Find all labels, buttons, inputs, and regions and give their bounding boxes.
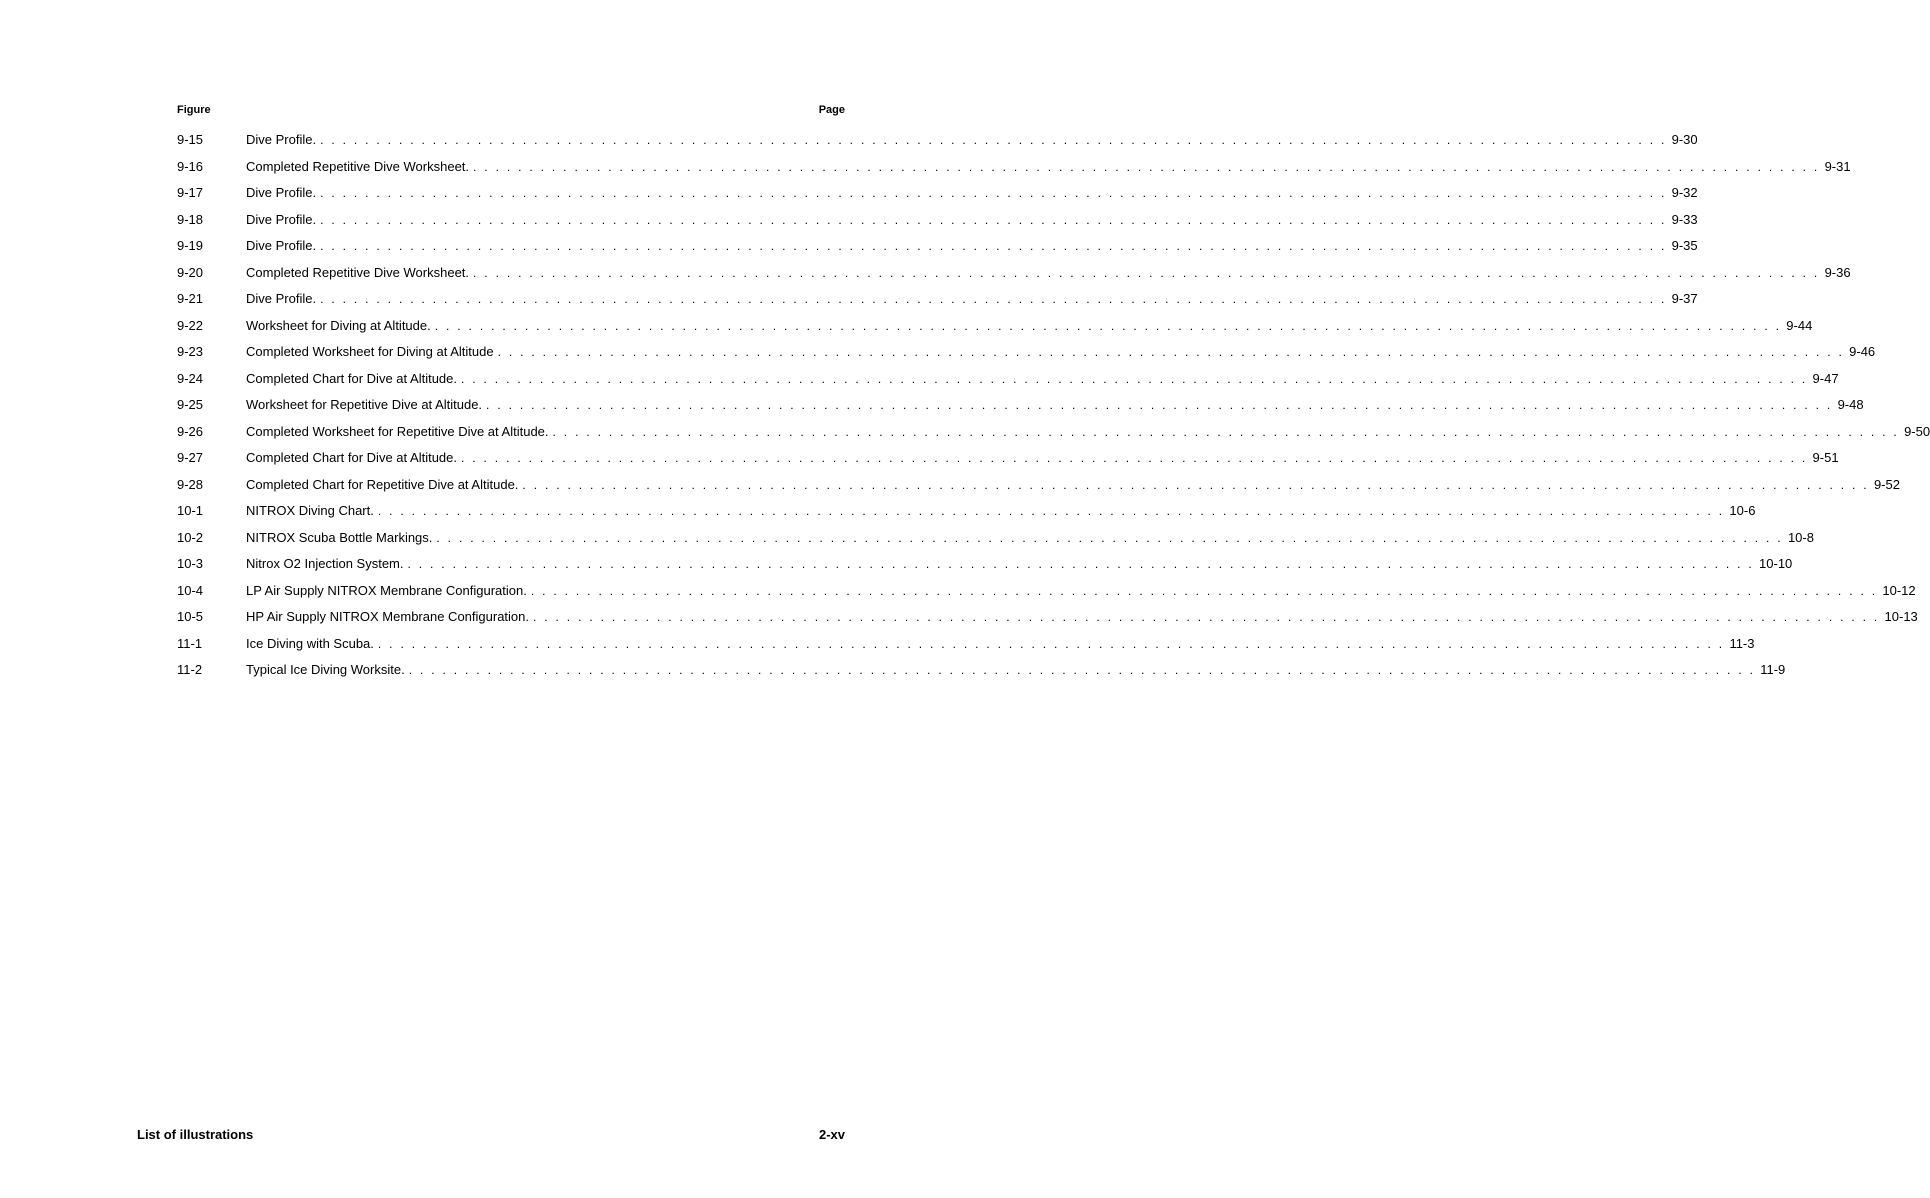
list-item[interactable]	[177, 578, 1916, 605]
list-item[interactable]	[177, 127, 1698, 154]
figure-title: Dive Profile.	[246, 132, 317, 147]
dot-leader: . . . . . . . . . . . . . . . . . . . . . . . . . . . . . . . . . . . . . . . . . . . . . . . . . . . . . . . . . . . . . . . . . . . . . . . . . . . . . . . . . . . . . . . . . . . . . . . . . . . . . . . . . . . . . . . . . . . . . . . .	[473, 159, 1820, 174]
page-reference: 9-50	[1904, 423, 1930, 439]
page-reference: 9-46	[1849, 344, 1876, 359]
dot-leader: . . . . . . . . . . . . . . . . . . . . . . . . . . . . . . . . . . . . . . . . . . . . . . . . . . . . . . . . . . . . . . . . . . . . . . . . . . . . . . . . . . . . . . . . . . . . . . . . . . . . . . . . . . . . . . . . . . . . . . . .	[320, 133, 1667, 147]
figure-title: Completed Chart for Repetitive Dive at Altitude.	[246, 476, 519, 492]
page-reference: 9-31	[1824, 158, 1851, 174]
figure-number: 9-17	[177, 185, 204, 200]
dot-leader: . . . . . . . . . . . . . . . . . . . . . . . . . . . . . . . . . . . . . . . . . . . . . . . . . . . . . . . . . . . . . . . . . . . . . . . . . . . . . . . . . . . . . . . . . . . . . . . . . . . . . . . . . . . . . . . . . . . . . . . .	[320, 212, 1667, 227]
figure-title: Dive Profile.	[246, 291, 317, 306]
figure-number: 10-4	[177, 582, 204, 598]
dot-leader: . . . . . . . . . . . . . . . . . . . . . . . . . . . . . . . . . . . . . . . . . . . . . . . . . . . . . . . . . . . . . . . . . . . . . . . . . . . . . . . . . . . . . . . . . . . . . . . . . . . . . . . . . . . . . . . . . . . . . . . .	[320, 239, 1667, 253]
page-reference: 9-52	[1873, 476, 1900, 492]
page-column-header: Page	[818, 104, 845, 116]
figure-title: Dive Profile.	[246, 238, 317, 253]
dot-leader: . . . . . . . . . . . . . . . . . . . . . . . . . . . . . . . . . . . . . . . . . . . . . . . . . . . . . . . . . . . . . . . . . . . . . . . . . . . . . . . . . . . . . . . . . . . . . . . . . . . . . . . . . . . . . . . . . . . . . . . .	[436, 530, 1783, 545]
figure-title: Completed Repetitive Dive Worksheet.	[246, 264, 470, 280]
list-item[interactable]	[177, 313, 1813, 340]
figure-title: Dive Profile.	[246, 211, 317, 227]
page-reference: 10-12	[1882, 582, 1916, 598]
figure-number: 9-21	[177, 291, 204, 306]
figure-title: LP Air Supply NITROX Membrane Configuration.	[246, 582, 527, 598]
figure-number: 9-25	[177, 397, 204, 412]
page-reference: 9-36	[1824, 264, 1851, 280]
figure-number: 9-18	[177, 211, 204, 227]
list-item[interactable]	[177, 286, 1698, 313]
footer-page-number: 2-xv	[818, 1127, 845, 1142]
figure-number: 9-20	[177, 264, 204, 280]
list-item[interactable]	[177, 233, 1698, 260]
dot-leader: . . . . . . . . . . . . . . . . . . . . . . . . . . . . . . . . . . . . . . . . . . . . . . . . . . . . . . . . . . . . . . . . . . . . . . . . . . . . . . . . . . . . . . . . . . . . . . . . . . . . . . . . . . . . . . . . . . . . . . . .	[497, 345, 1845, 359]
illustrations-list	[177, 127, 1930, 684]
figure-number: 9-19	[177, 238, 204, 253]
dot-leader: . . . . . . . . . . . . . . . . . . . . . . . . . . . . . . . . . . . . . . . . . . . . . . . . . . . . . . . . . . . . . . . . . . . . . . . . . . . . . . . . . . . . . . . . . . . . . . . . . . . . . . . . . . . . . . . . . . . . . . . .	[533, 610, 1880, 624]
dot-leader: . . . . . . . . . . . . . . . . . . . . . . . . . . . . . . . . . . . . . . . . . . . . . . . . . . . . . . . . . . . . . . . . . . . . . . . . . . . . . . . . . . . . . . . . . . . . . . . . . . . . . . . . . . . . . . . . . . . . . . . .	[473, 265, 1820, 280]
figure-number: 9-24	[177, 370, 204, 386]
dot-leader: . . . . . . . . . . . . . . . . . . . . . . . . . . . . . . . . . . . . . . . . . . . . . . . . . . . . . . . . . . . . . . . . . . . . . . . . . . . . . . . . . . . . . . . . . . . . . . . . . . . . . . . . . . . . . . . . . . . . . . . .	[461, 451, 1808, 465]
figure-number: 10-3	[177, 556, 204, 571]
figure-title: Nitrox O2 Injection System.	[246, 556, 404, 571]
page-reference: 9-44	[1786, 317, 1813, 333]
list-item[interactable]	[177, 472, 1900, 499]
figure-number: 9-16	[177, 158, 204, 174]
list-item[interactable]	[177, 207, 1698, 234]
dot-leader: . . . . . . . . . . . . . . . . . . . . . . . . . . . . . . . . . . . . . . . . . . . . . . . . . . . . . . . . . . . . . . . . . . . . . . . . . . . . . . . . . . . . . . . . . . . . . . . . . . . . . . . . . . . . . . . . . . . . . . . .	[522, 477, 1869, 492]
figure-number: 11-1	[177, 635, 203, 651]
figure-title: Completed Worksheet for Diving at Altitude	[246, 344, 494, 359]
figure-number: 9-23	[177, 344, 204, 359]
figure-title: Worksheet for Diving at Altitude.	[246, 317, 431, 333]
page-reference: 9-35	[1671, 238, 1698, 253]
figure-number: 9-26	[177, 423, 204, 439]
figure-number: 11-2	[177, 662, 203, 677]
dot-leader: . . . . . . . . . . . . . . . . . . . . . . . . . . . . . . . . . . . . . . . . . . . . . . . . . . . . . . . . . . . . . . . . . . . . . . . . . . . . . . . . . . . . . . . . . . . . . . . . . . . . . . . . . . . . . . . . . . . . . . . .	[377, 504, 1725, 518]
dot-leader: . . . . . . . . . . . . . . . . . . . . . . . . . . . . . . . . . . . . . . . . . . . . . . . . . . . . . . . . . . . . . . . . . . . . . . . . . . . . . . . . . . . . . . . . . . . . . . . . . . . . . . . . . . . . . . . . . . . . . . . .	[434, 318, 1782, 333]
figure-title: Worksheet for Repetitive Dive at Altitude.	[246, 397, 483, 412]
list-item[interactable]	[177, 419, 1930, 446]
figure-title: NITROX Diving Chart.	[246, 503, 374, 518]
page-reference: 11-9	[1760, 662, 1786, 677]
dot-leader: . . . . . . . . . . . . . . . . . . . . . . . . . . . . . . . . . . . . . . . . . . . . . . . . . . . . . . . . . . . . . . . . . . . . . . . . . . . . . . . . . . . . . . . . . . . . . . . . . . . . . . . . . . . . . . . . . . . . . . . .	[320, 292, 1667, 306]
list-item[interactable]	[177, 339, 1876, 366]
page-footer	[137, 1127, 845, 1145]
list-item[interactable]	[177, 604, 1918, 631]
dot-leader: . . . . . . . . . . . . . . . . . . . . . . . . . . . . . . . . . . . . . . . . . . . . . . . . . . . . . . . . . . . . . . . . . . . . . . . . . . . . . . . . . . . . . . . . . . . . . . . . . . . . . . . . . . . . . . . . . . . . . . . .	[552, 424, 1900, 439]
page-reference: 9-32	[1671, 185, 1698, 200]
dot-leader: . . . . . . . . . . . . . . . . . . . . . . . . . . . . . . . . . . . . . . . . . . . . . . . . . . . . . . . . . . . . . . . . . . . . . . . . . . . . . . . . . . . . . . . . . . . . . . . . . . . . . . . . . . . . . . . . . . . . . . . .	[408, 663, 1756, 677]
page-reference: 11-3	[1729, 635, 1755, 651]
list-item[interactable]	[177, 657, 1786, 684]
figure-title: Ice Diving with Scuba.	[246, 635, 374, 651]
page-reference: 10-10	[1759, 556, 1793, 571]
list-item[interactable]	[177, 260, 1851, 287]
list-item[interactable]	[177, 525, 1814, 552]
figure-title: Completed Chart for Dive at Altitude.	[246, 450, 457, 465]
list-item[interactable]	[177, 154, 1851, 181]
figure-title: Dive Profile.	[246, 185, 317, 200]
page-reference: 9-48	[1837, 397, 1864, 412]
list-item[interactable]	[177, 180, 1698, 207]
page-reference: 9-51	[1812, 450, 1839, 465]
figure-title: Typical Ice Diving Worksite.	[246, 662, 405, 677]
dot-leader: . . . . . . . . . . . . . . . . . . . . . . . . . . . . . . . . . . . . . . . . . . . . . . . . . . . . . . . . . . . . . . . . . . . . . . . . . . . . . . . . . . . . . . . . . . . . . . . . . . . . . . . . . . . . . . . . . . . . . . . .	[407, 557, 1755, 571]
list-item[interactable]	[177, 498, 1756, 525]
figure-number: 9-22	[177, 317, 204, 333]
page-reference: 9-30	[1671, 132, 1698, 147]
figure-number: 9-15	[177, 132, 204, 147]
dot-leader: . . . . . . . . . . . . . . . . . . . . . . . . . . . . . . . . . . . . . . . . . . . . . . . . . . . . . . . . . . . . . . . . . . . . . . . . . . . . . . . . . . . . . . . . . . . . . . . . . . . . . . . . . . . . . . . . . . . . . . . .	[486, 398, 1833, 412]
figure-number: 10-5	[177, 609, 204, 624]
figure-title: Completed Worksheet for Repetitive Dive at Altitude.	[246, 423, 549, 439]
figure-number: 9-28	[177, 476, 204, 492]
page-reference: 9-33	[1671, 211, 1698, 227]
figure-number: 9-27	[177, 450, 204, 465]
figure-title: NITROX Scuba Bottle Markings.	[246, 529, 433, 545]
list-item[interactable]	[177, 392, 1864, 419]
page-reference: 10-13	[1884, 609, 1918, 624]
footer-section-title: List of illustrations	[137, 1127, 254, 1142]
figure-number: 10-2	[177, 529, 204, 545]
list-item[interactable]	[177, 551, 1793, 578]
page-reference: 9-47	[1812, 370, 1839, 386]
figure-title: Completed Chart for Dive at Altitude.	[246, 370, 457, 386]
dot-leader: . . . . . . . . . . . . . . . . . . . . . . . . . . . . . . . . . . . . . . . . . . . . . . . . . . . . . . . . . . . . . . . . . . . . . . . . . . . . . . . . . . . . . . . . . . . . . . . . . . . . . . . . . . . . . . . . . . . . . . . .	[320, 186, 1667, 200]
figure-column-header: Figure	[177, 104, 211, 116]
figure-title: HP Air Supply NITROX Membrane Configuration.	[246, 609, 529, 624]
page-reference: 9-37	[1671, 291, 1698, 306]
list-item[interactable]	[177, 366, 1839, 393]
figure-number: 10-1	[177, 503, 204, 518]
page-reference: 10-8	[1787, 529, 1814, 545]
list-item[interactable]	[177, 445, 1839, 472]
column-headers	[177, 104, 845, 120]
page-reference: 10-6	[1729, 503, 1756, 518]
dot-leader: . . . . . . . . . . . . . . . . . . . . . . . . . . . . . . . . . . . . . . . . . . . . . . . . . . . . . . . . . . . . . . . . . . . . . . . . . . . . . . . . . . . . . . . . . . . . . . . . . . . . . . . . . . . . . . . . . . . . . . . .	[377, 636, 1725, 651]
dot-leader: . . . . . . . . . . . . . . . . . . . . . . . . . . . . . . . . . . . . . . . . . . . . . . . . . . . . . . . . . . . . . . . . . . . . . . . . . . . . . . . . . . . . . . . . . . . . . . . . . . . . . . . . . . . . . . . . . . . . . . . .	[530, 583, 1878, 598]
figure-title: Completed Repetitive Dive Worksheet.	[246, 158, 470, 174]
dot-leader: . . . . . . . . . . . . . . . . . . . . . . . . . . . . . . . . . . . . . . . . . . . . . . . . . . . . . . . . . . . . . . . . . . . . . . . . . . . . . . . . . . . . . . . . . . . . . . . . . . . . . . . . . . . . . . . . . . . . . . . .	[461, 371, 1808, 386]
list-item[interactable]	[177, 631, 1755, 658]
